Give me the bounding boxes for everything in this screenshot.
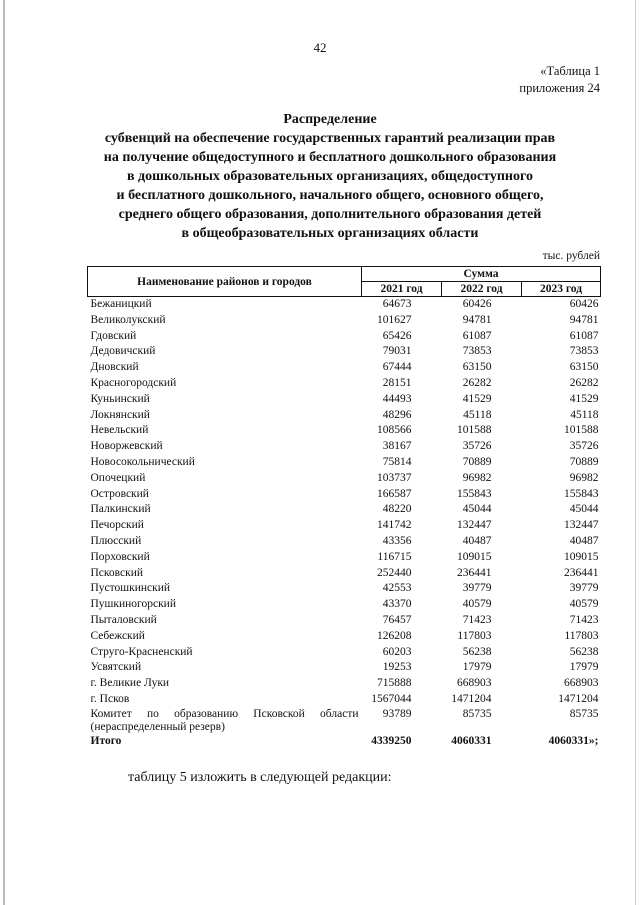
table-row xyxy=(88,629,601,645)
value-2021: 48296 xyxy=(382,408,412,421)
table-row xyxy=(88,408,601,424)
table-reference-line: приложения 24 xyxy=(519,81,600,95)
table-row xyxy=(88,344,601,360)
value-2022: 4060331 xyxy=(451,734,492,747)
table-row xyxy=(88,660,601,676)
table-row xyxy=(88,692,601,708)
table-row xyxy=(88,423,601,439)
table-row xyxy=(88,566,601,582)
value-2023: 4060331»; xyxy=(548,734,599,747)
value-2023: 85735 xyxy=(569,707,599,720)
header-name: Наименование районов и городов xyxy=(88,267,362,297)
table-row xyxy=(88,613,601,629)
units-label: тыс. рублей xyxy=(542,250,600,262)
table-row xyxy=(88,597,601,613)
value-2021: 60203 xyxy=(382,645,412,658)
district-name: Себежский xyxy=(90,629,145,642)
value-2021: 43370 xyxy=(382,598,412,611)
value-2022: 101588 xyxy=(457,424,492,437)
value-2023: 41529 xyxy=(569,392,599,405)
header-year-2022: 2022 год xyxy=(442,282,522,297)
value-2022: 60426 xyxy=(462,298,492,310)
scan-edge-left xyxy=(3,0,5,905)
table-row xyxy=(88,518,601,534)
value-2021: 1567044 xyxy=(371,692,412,705)
value-2021: 76457 xyxy=(382,613,412,626)
value-2021: 166587 xyxy=(377,487,412,500)
value-2023: 96982 xyxy=(569,471,599,484)
district-name: Опочецкий xyxy=(90,471,146,484)
value-2022: 668903 xyxy=(457,677,492,690)
value-2021: 38167 xyxy=(382,440,412,453)
district-name: Комитет по образованию Псковской области (нераспределенный резерв) xyxy=(90,707,359,733)
title-line: среднего общего образования, дополнительного образования детей xyxy=(118,207,542,222)
value-2022: 1471204 xyxy=(451,692,492,705)
value-2022: 41529 xyxy=(462,392,492,405)
value-2023: 61087 xyxy=(569,329,599,342)
value-2023: 17979 xyxy=(569,661,599,674)
district-name: г. Псков xyxy=(90,692,130,705)
value-2021: 43356 xyxy=(382,534,412,547)
table-reference-line: «Таблица 1 xyxy=(540,64,600,78)
table-row xyxy=(88,439,601,455)
value-2021: 67444 xyxy=(382,361,412,374)
table-row xyxy=(88,534,601,550)
committee-row xyxy=(88,708,601,734)
value-2022: 70889 xyxy=(462,455,492,468)
distribution-table xyxy=(87,266,601,750)
page-number: 42 xyxy=(313,40,327,55)
value-2021: 252440 xyxy=(377,566,412,579)
value-2023: 40579 xyxy=(569,598,599,611)
table-body xyxy=(88,297,601,750)
value-2021: 103737 xyxy=(377,471,412,484)
value-2022: 56238 xyxy=(462,645,492,658)
value-2023: 117803 xyxy=(564,629,599,642)
value-2021: 65426 xyxy=(382,329,412,342)
value-2022: 35726 xyxy=(462,440,492,453)
value-2021: 44493 xyxy=(382,392,412,405)
table-row xyxy=(88,297,601,313)
value-2021: 64673 xyxy=(382,298,412,310)
district-name: Островский xyxy=(90,487,149,500)
table-row xyxy=(88,376,601,392)
value-2023: 1471204 xyxy=(558,692,599,705)
value-2021: 101627 xyxy=(377,313,412,326)
value-2023: 236441 xyxy=(564,566,599,579)
district-name: Новоржевский xyxy=(90,440,163,453)
value-2023: 109015 xyxy=(564,550,599,563)
district-name: Куньинский xyxy=(90,392,150,405)
value-2022: 96982 xyxy=(462,471,492,484)
value-2022: 94781 xyxy=(462,313,492,326)
value-2023: 35726 xyxy=(569,440,599,453)
value-2021: 126208 xyxy=(377,629,412,642)
value-2023: 101588 xyxy=(564,424,599,437)
value-2023: 40487 xyxy=(569,534,599,547)
table-row xyxy=(88,313,601,329)
district-name: Великолукский xyxy=(90,313,166,326)
district-name: Дедовичский xyxy=(90,345,156,358)
value-2021: 141742 xyxy=(377,519,412,532)
value-2021: 42553 xyxy=(382,582,412,595)
value-2021: 93789 xyxy=(382,707,412,720)
value-2021: 108566 xyxy=(377,424,412,437)
district-name: Усвятский xyxy=(90,661,142,674)
header-sum: Сумма xyxy=(362,267,601,282)
district-name: Бежаницкий xyxy=(90,298,152,310)
district-name: Гдовский xyxy=(90,329,137,342)
value-2022: 71423 xyxy=(462,613,492,626)
total-row xyxy=(88,734,601,750)
table-row xyxy=(88,392,601,408)
table-row xyxy=(88,360,601,376)
value-2023: 155843 xyxy=(564,487,599,500)
value-2022: 155843 xyxy=(457,487,492,500)
table-reference xyxy=(519,63,600,97)
value-2023: 45044 xyxy=(569,503,599,516)
table-row xyxy=(88,329,601,345)
value-2021: 19253 xyxy=(382,661,412,674)
table-row xyxy=(88,471,601,487)
district-name: Пустошкинский xyxy=(90,582,171,595)
title-line: и бесплатного дошкольного, начального общего, основного общего, xyxy=(116,188,544,203)
value-2023: 60426 xyxy=(569,298,599,310)
value-2023: 45118 xyxy=(570,408,599,421)
district-name: Красногородский xyxy=(90,376,177,389)
table-row xyxy=(88,502,601,518)
value-2023: 39779 xyxy=(569,582,599,595)
header-year-2021: 2021 год xyxy=(362,282,442,297)
district-name: Итого xyxy=(90,734,122,747)
value-2022: 236441 xyxy=(457,566,492,579)
table-row xyxy=(88,550,601,566)
table-row xyxy=(88,645,601,661)
value-2021: 48220 xyxy=(382,503,412,516)
value-2022: 45118 xyxy=(463,408,492,421)
value-2023: 132447 xyxy=(564,519,599,532)
district-name: Локнянский xyxy=(90,408,150,421)
value-2022: 117803 xyxy=(457,629,492,642)
district-name: Пыталовский xyxy=(90,613,157,626)
value-2022: 85735 xyxy=(462,707,492,720)
value-2023: 668903 xyxy=(564,677,599,690)
value-2023: 56238 xyxy=(569,645,599,658)
value-2023: 71423 xyxy=(569,613,599,626)
value-2023: 94781 xyxy=(569,313,599,326)
value-2022: 61087 xyxy=(462,329,492,342)
value-2022: 40579 xyxy=(462,598,492,611)
value-2022: 63150 xyxy=(462,361,492,374)
value-2023: 73853 xyxy=(569,345,599,358)
value-2023: 63150 xyxy=(569,361,599,374)
title-line: на получение общедоступного и бесплатного дошкольного образования xyxy=(103,150,557,165)
district-name: Плюсский xyxy=(90,534,142,547)
scan-edge-right xyxy=(635,0,636,905)
title-line: в общеобразовательных организациях области xyxy=(181,226,479,241)
district-name: Струго-Красненский xyxy=(90,645,193,658)
value-2021: 75814 xyxy=(382,455,412,468)
title-line: субвенций на обеспечение государственных гарантий реализации прав xyxy=(104,131,556,146)
district-name: г. Великие Луки xyxy=(90,677,170,690)
district-name: Порховский xyxy=(90,550,150,563)
value-2023: 70889 xyxy=(569,455,599,468)
value-2022: 73853 xyxy=(462,345,492,358)
value-2022: 40487 xyxy=(462,534,492,547)
district-name: Палкинский xyxy=(90,503,151,516)
district-name: Псковский xyxy=(90,566,144,579)
value-2022: 39779 xyxy=(462,582,492,595)
district-name: Невельский xyxy=(90,424,149,437)
district-name: Печорский xyxy=(90,519,144,532)
value-2022: 45044 xyxy=(462,503,492,516)
value-2021: 4339250 xyxy=(371,734,412,747)
table-row xyxy=(88,676,601,692)
value-2022: 109015 xyxy=(457,550,492,563)
district-name: Дновский xyxy=(90,361,139,374)
district-name: Новосокольнический xyxy=(90,455,195,468)
value-2022: 26282 xyxy=(462,376,492,389)
table-row xyxy=(88,487,601,503)
title-line: в дошкольных образовательных организациях, общедоступного xyxy=(126,169,534,184)
value-2021: 28151 xyxy=(382,376,412,389)
value-2021: 116715 xyxy=(377,550,412,563)
value-2023: 26282 xyxy=(569,376,599,389)
table-row xyxy=(88,581,601,597)
value-2021: 79031 xyxy=(382,345,412,358)
header-year-2023: 2023 год xyxy=(522,282,601,297)
value-2022: 17979 xyxy=(462,661,492,674)
footer-text: таблицу 5 изложить в следующей редакции: xyxy=(128,770,392,785)
district-name: Пушкиногорский xyxy=(90,598,176,611)
document-title xyxy=(60,110,600,243)
value-2021: 715888 xyxy=(377,677,412,690)
table-row xyxy=(88,455,601,471)
title-line: Распределение xyxy=(283,112,377,127)
value-2022: 132447 xyxy=(457,519,492,532)
